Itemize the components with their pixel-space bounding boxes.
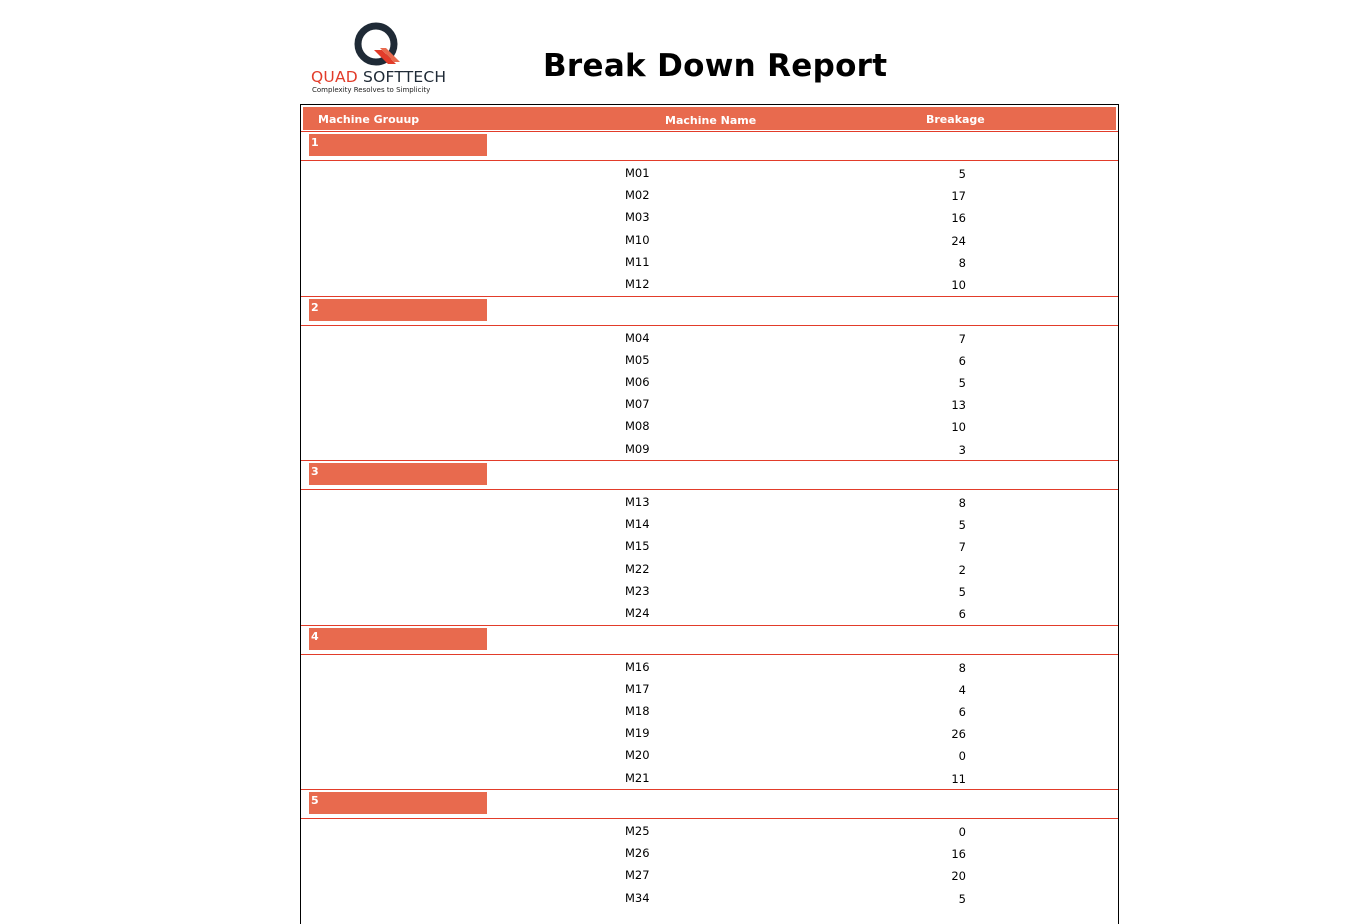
- breakage-cell: 5: [958, 584, 966, 599]
- breakage-cell: 6: [958, 704, 966, 719]
- table-row: [301, 229, 1118, 251]
- table-row: [301, 602, 1118, 624]
- breakage-cell: 2: [958, 562, 966, 577]
- breakage-cell: 8: [958, 255, 966, 270]
- group-header-row: [301, 131, 1118, 161]
- breakage-cell: 10: [951, 278, 966, 292]
- table-row: [301, 722, 1118, 744]
- table-row: [301, 864, 1118, 886]
- header-machine-name: Machine Name: [665, 114, 757, 127]
- logo-wordmark: [311, 68, 446, 86]
- table-row: [301, 580, 1118, 602]
- breakage-cell: 5: [958, 167, 966, 181]
- machine-name-cell: M21: [625, 770, 650, 785]
- breakage-cell: 5: [958, 375, 966, 390]
- table-row: [301, 767, 1118, 789]
- logo-brand-part2: SOFTTECH: [363, 68, 447, 86]
- breakage-cell: 0: [958, 825, 966, 839]
- machine-name-cell: M05: [625, 352, 650, 367]
- machine-name-cell: M12: [625, 277, 650, 291]
- table-row: [301, 491, 1118, 513]
- machine-name-cell: M20: [625, 748, 650, 763]
- machine-name-cell: M22: [625, 561, 650, 576]
- breakage-cell: 11: [951, 771, 966, 786]
- breakage-cell: 7: [958, 331, 966, 346]
- group-id: 2: [311, 300, 319, 314]
- table-row: [301, 251, 1118, 273]
- table-row: [301, 415, 1118, 437]
- machine-name-cell: M09: [625, 441, 650, 456]
- machine-name-cell: M07: [625, 397, 650, 412]
- breakage-cell: 0: [958, 749, 966, 764]
- breakage-cell: 8: [958, 496, 966, 510]
- breakage-cell: 3: [958, 442, 966, 457]
- breakage-cell: 8: [958, 660, 966, 675]
- breakage-cell: 13: [951, 398, 966, 413]
- table-row: [301, 820, 1118, 842]
- machine-name-cell: M06: [625, 374, 650, 389]
- machine-name-cell: M34: [625, 890, 650, 905]
- table-row: [301, 887, 1118, 909]
- machine-name-cell: M10: [625, 232, 650, 247]
- group-header-row: [301, 625, 1118, 655]
- machine-name-cell: M25: [625, 824, 650, 838]
- table-row: [301, 327, 1118, 349]
- breakage-cell: 16: [951, 847, 966, 862]
- breakage-cell: 5: [958, 518, 966, 533]
- machine-name-cell: M17: [625, 681, 650, 696]
- machine-name-cell: M15: [625, 539, 650, 554]
- table-row: [301, 438, 1118, 460]
- table-row: [301, 700, 1118, 722]
- table-row: [301, 349, 1118, 371]
- group-swatch: [309, 792, 487, 814]
- table-row: [301, 273, 1118, 295]
- breakage-cell: 24: [951, 233, 966, 248]
- table-row: [301, 744, 1118, 766]
- group-swatch: [309, 628, 487, 650]
- logo-tagline: Complexity Resolves to Simplicity: [312, 86, 431, 94]
- group-header-row: [301, 460, 1118, 490]
- table-row: [301, 513, 1118, 535]
- quad-q-logo-icon: [350, 22, 406, 70]
- machine-name-cell: M14: [625, 517, 650, 532]
- group-header-row: [301, 296, 1118, 326]
- machine-name-cell: M13: [625, 495, 650, 509]
- group-header-row: [301, 789, 1118, 819]
- breakage-cell: 10: [951, 420, 966, 435]
- table-row: [301, 206, 1118, 228]
- table-row: [301, 371, 1118, 393]
- group-id: 3: [311, 465, 319, 478]
- table-row: [301, 656, 1118, 678]
- breakage-cell: 20: [951, 869, 966, 884]
- breakage-cell: 7: [958, 540, 966, 555]
- machine-name-cell: M01: [625, 166, 650, 180]
- table-row: [301, 535, 1118, 557]
- machine-name-cell: M23: [625, 583, 650, 598]
- table-row: [301, 558, 1118, 580]
- report-table: [300, 104, 1119, 924]
- group-id: 5: [311, 794, 319, 807]
- header-machine-group: Machine Grouup: [318, 113, 420, 126]
- breakage-cell: 17: [951, 189, 966, 204]
- group-swatch: [309, 134, 487, 156]
- group-id: 4: [311, 629, 319, 643]
- machine-name-cell: M04: [625, 330, 650, 345]
- logo-brand-part1: QUAD: [311, 68, 358, 86]
- table-header: [303, 107, 1116, 130]
- machine-name-cell: M02: [625, 188, 650, 203]
- breakage-cell: 26: [951, 727, 966, 742]
- table-row: [301, 162, 1118, 184]
- machine-name-cell: M16: [625, 659, 650, 674]
- breakage-cell: 4: [958, 682, 966, 697]
- table-row: [301, 393, 1118, 415]
- table-row: [301, 842, 1118, 864]
- group-swatch: [309, 463, 487, 485]
- table-row: [301, 678, 1118, 700]
- table-row: [301, 184, 1118, 206]
- machine-name-cell: M24: [625, 606, 650, 620]
- breakage-cell: 6: [958, 607, 966, 621]
- group-id: 1: [311, 136, 319, 149]
- machine-name-cell: M27: [625, 868, 650, 883]
- company-logo: [309, 20, 445, 98]
- report-title: Break Down Report: [543, 48, 888, 84]
- machine-name-cell: M03: [625, 210, 650, 225]
- breakage-cell: 16: [951, 211, 966, 226]
- group-swatch: [309, 299, 487, 321]
- breakage-cell: 6: [958, 353, 966, 368]
- machine-name-cell: M11: [625, 254, 650, 269]
- machine-name-cell: M18: [625, 703, 650, 718]
- header-breakage: Breakage: [926, 113, 985, 126]
- machine-name-cell: M26: [625, 846, 650, 861]
- machine-name-cell: M08: [625, 419, 650, 434]
- breakage-cell: 5: [958, 891, 966, 906]
- machine-name-cell: M19: [625, 726, 650, 741]
